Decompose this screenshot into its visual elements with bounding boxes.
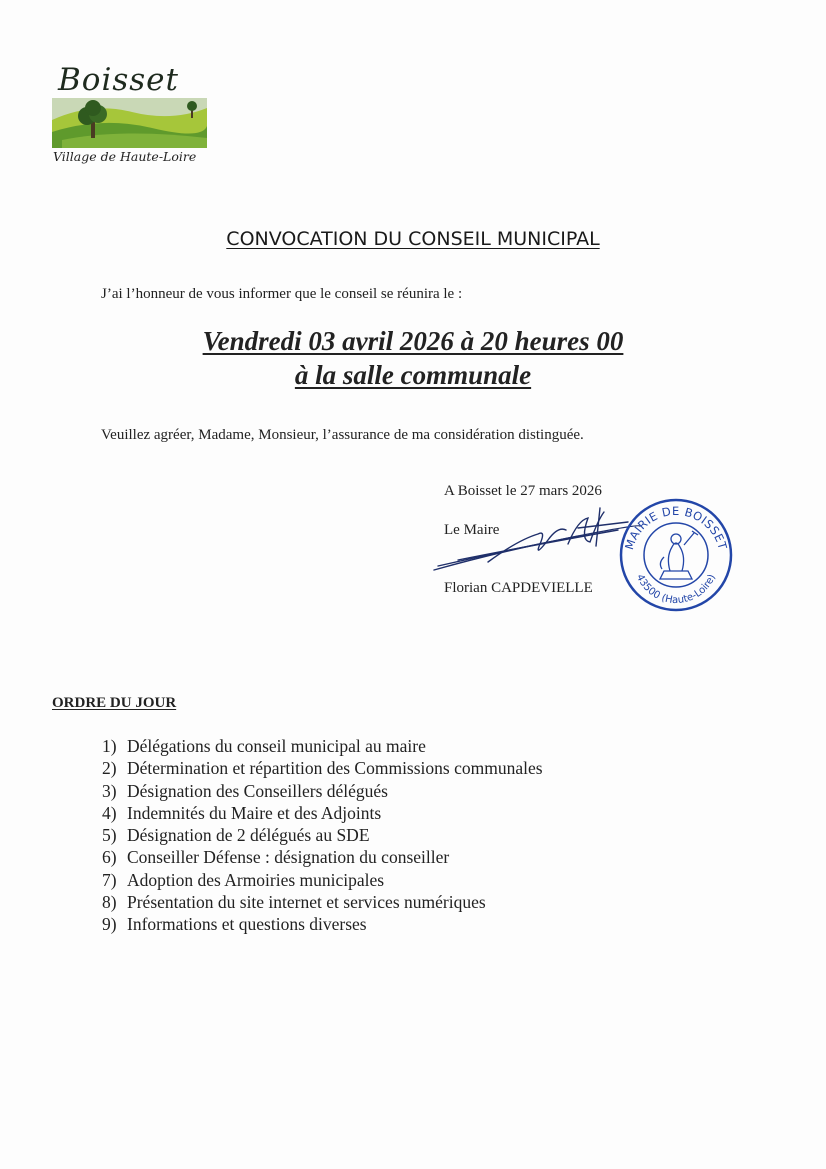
mayor-name: Florian CAPDEVIELLE <box>444 580 593 596</box>
agenda-item: 4) Indemnités du Maire et des Adjoints <box>102 802 382 823</box>
agenda-list <box>102 735 543 936</box>
stamp-top-text: MAIRIE DE BOISSET <box>622 503 730 552</box>
mayor-role: Le Maire <box>444 522 500 538</box>
closing-text: Veuillez agréer, Madame, Monsieur, l’assurance de ma considération distinguée. <box>101 427 584 443</box>
place-date: A Boisset le 27 mars 2026 <box>444 483 602 499</box>
meeting-date: Vendredi 03 avril 2026 à 20 heures 00 <box>202 326 624 356</box>
document-title-wrap <box>0 228 826 250</box>
meeting-details <box>0 324 826 392</box>
town-hall-stamp-icon <box>614 497 738 613</box>
logo-name: Boisset <box>58 62 179 98</box>
intro-text: J’ai l’honneur de vous informer que le conseil se réunira le : <box>101 286 463 302</box>
agenda-item: 1) Délégations du conseil municipal au maire <box>102 736 426 756</box>
agenda-item: 7) Adoption des Armoiries municipales <box>102 869 385 890</box>
document-title: CONVOCATION DU CONSEIL MUNICIPAL <box>226 228 600 250</box>
agenda-heading: ORDRE DU JOUR <box>52 695 177 711</box>
stamp-bottom-text: 43500 (Haute-Loire) <box>633 572 718 607</box>
agenda-item: 2) Détermination et répartition des Commissions communales <box>102 758 543 779</box>
meeting-place: à la salle communale <box>294 360 532 390</box>
agenda-item: 3) Désignation des Conseillers délégués <box>102 780 388 801</box>
boisset-logo <box>52 62 212 172</box>
agenda-item: 9) Informations et questions diverses <box>102 914 367 935</box>
agenda-item: 5) Désignation de 2 délégués au SDE <box>102 825 370 846</box>
agenda-item: 8) Présentation du site internet et services numériques <box>102 892 486 913</box>
logo-subtitle: Village de Haute-Loire <box>53 149 197 164</box>
agenda-item: 6) Conseiller Défense : désignation du conseiller <box>102 847 450 868</box>
